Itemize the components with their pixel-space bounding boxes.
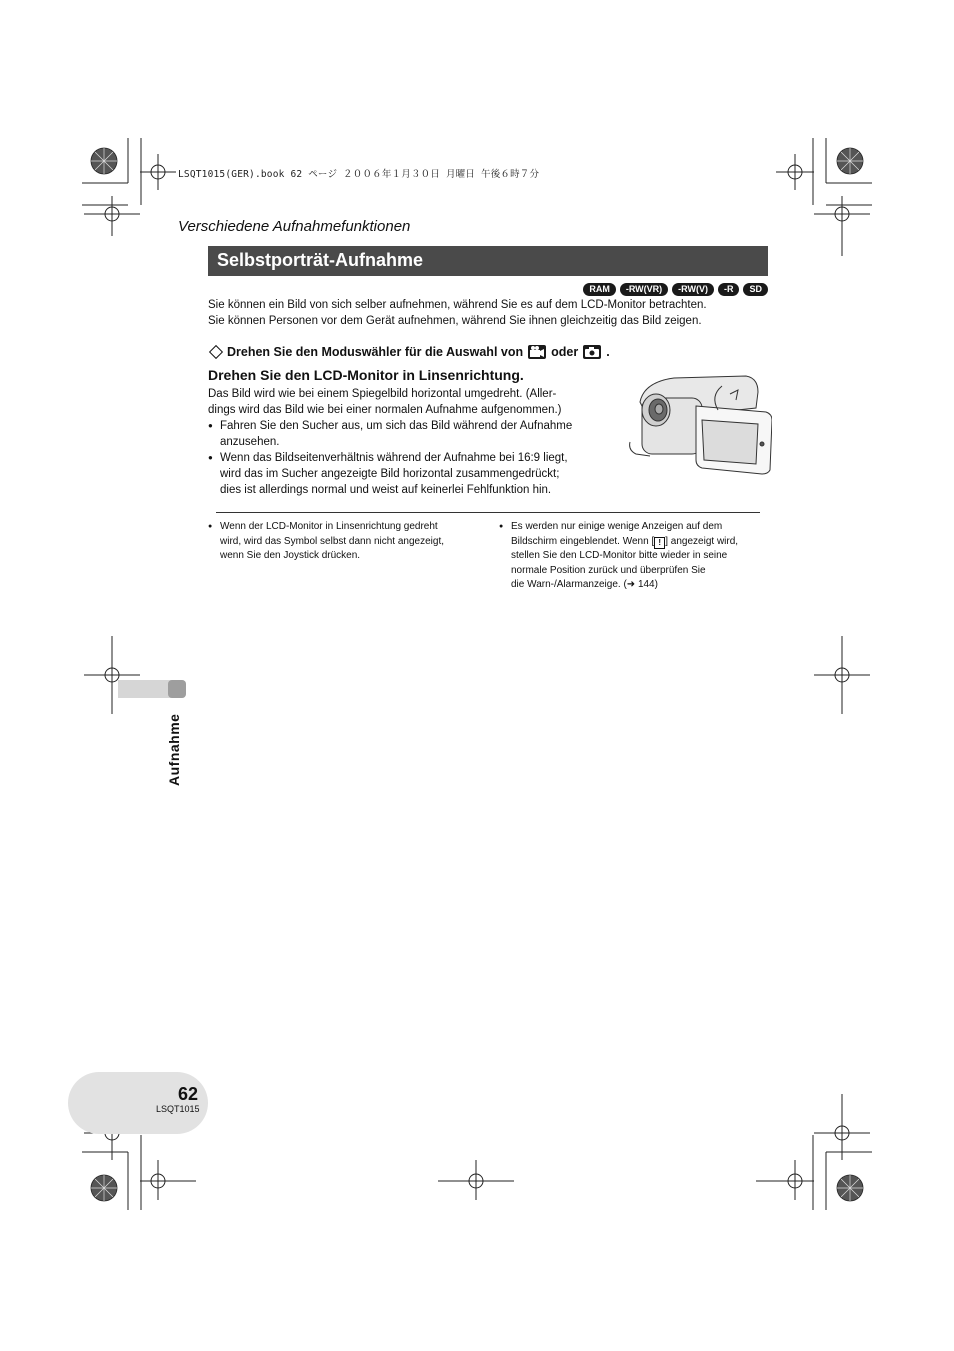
divider-rule: [216, 512, 760, 513]
body-paragraph: Das Bild wird wie bei einem Spiegelbild horizontal umgedreht. (Aller-: [208, 388, 557, 400]
camcorder-illustration: [626, 374, 772, 476]
note-fragment: ] angezeigt wird,: [665, 535, 739, 547]
step-connector: oder: [551, 345, 579, 359]
subheading: Drehen Sie den LCD-Monitor in Linsenrichtung.: [208, 367, 524, 383]
print-header: LSQT1015(GER).book 62 ページ ２００６年１月３０日 月曜日 午後６時７分: [178, 169, 540, 180]
side-tab-marker: [168, 680, 186, 698]
title-bar: [208, 246, 768, 276]
notes-left: [208, 520, 470, 564]
body-paragraph: dings wird das Bild wie bei einer normalen Aufnahme aufgenommen.): [208, 404, 562, 416]
step-instruction: [208, 345, 610, 359]
media-badge-r: -R: [718, 283, 740, 296]
page-title: Selbstporträt-Aufnahme: [217, 250, 424, 270]
bullet-line: anzusehen.: [220, 436, 280, 448]
intro-line: Sie können Personen vor dem Gerät aufnehmen, während Sie ihnen gleichzeitig das Bild zeigen.: [208, 315, 702, 327]
note-line: wird, wird das Symbol selbst dann nicht angezeigt,: [220, 535, 445, 547]
note-line: ● Wenn der LCD-Monitor in Linsenrichtung gedreht: [220, 521, 438, 532]
bullet-line: dies ist allerdings normal und weist auf keinerlei Fehlfunktion hin.: [220, 484, 552, 496]
intro-text: [208, 297, 778, 329]
body-text: [208, 386, 618, 498]
note-line: [511, 535, 761, 550]
note-item: [499, 520, 761, 593]
media-badge-rw-vr: -RW(VR): [620, 283, 668, 296]
note-line: die Warn-/Alarmanzeige. (➜ 144): [511, 579, 658, 590]
note-fragment: Bildschirm eingeblendet. Wenn [: [511, 535, 655, 547]
notes-right: [499, 520, 761, 593]
step-end: .: [606, 345, 610, 359]
warning-icon: !: [654, 537, 665, 549]
media-badges: [583, 283, 768, 296]
video-camera-icon: [528, 345, 546, 359]
note-line: normale Position zurück und überprüfen Sie: [511, 564, 706, 576]
diamond-bullet-icon: [209, 345, 223, 359]
note-line: stellen Sie den LCD-Monitor bitte wieder in seine: [511, 550, 728, 561]
still-camera-icon: [583, 345, 601, 359]
bullet-line: wird das im Sucher angezeigte Bild horizontal zusammengedrückt;: [220, 468, 560, 480]
body-bullet-list: [208, 418, 618, 498]
body-bullet: [208, 450, 618, 498]
media-badge-rw-v: -RW(V): [672, 283, 714, 296]
media-badge-sd: SD: [743, 283, 768, 296]
section-label: Verschiedene Aufnahmefunktionen: [178, 218, 411, 235]
side-chapter-label: Aufnahme: [166, 713, 182, 786]
bullet-line: ● Wenn das Bildseitenverhältnis während der Aufnahme bei 16:9 liegt,: [220, 452, 568, 464]
step-text: Drehen Sie den Moduswähler für die Auswahl von: [227, 345, 524, 359]
intro-line: Sie können ein Bild von sich selber aufnehmen, während Sie es auf dem LCD-Monitor betrachten.: [208, 299, 707, 311]
page-code: LSQT1015: [156, 1104, 200, 1114]
body-bullet: [208, 418, 618, 450]
page-number: 62: [178, 1084, 199, 1104]
note-line: ● Es werden nur einige wenige Anzeigen auf dem: [511, 521, 723, 532]
bullet-line: ● Fahren Sie den Sucher aus, um sich das Bild während der Aufnahme: [220, 420, 573, 432]
note-item: [208, 520, 470, 564]
media-badge-ram: RAM: [583, 283, 616, 296]
note-line: wenn Sie den Joystick drücken.: [220, 550, 361, 561]
